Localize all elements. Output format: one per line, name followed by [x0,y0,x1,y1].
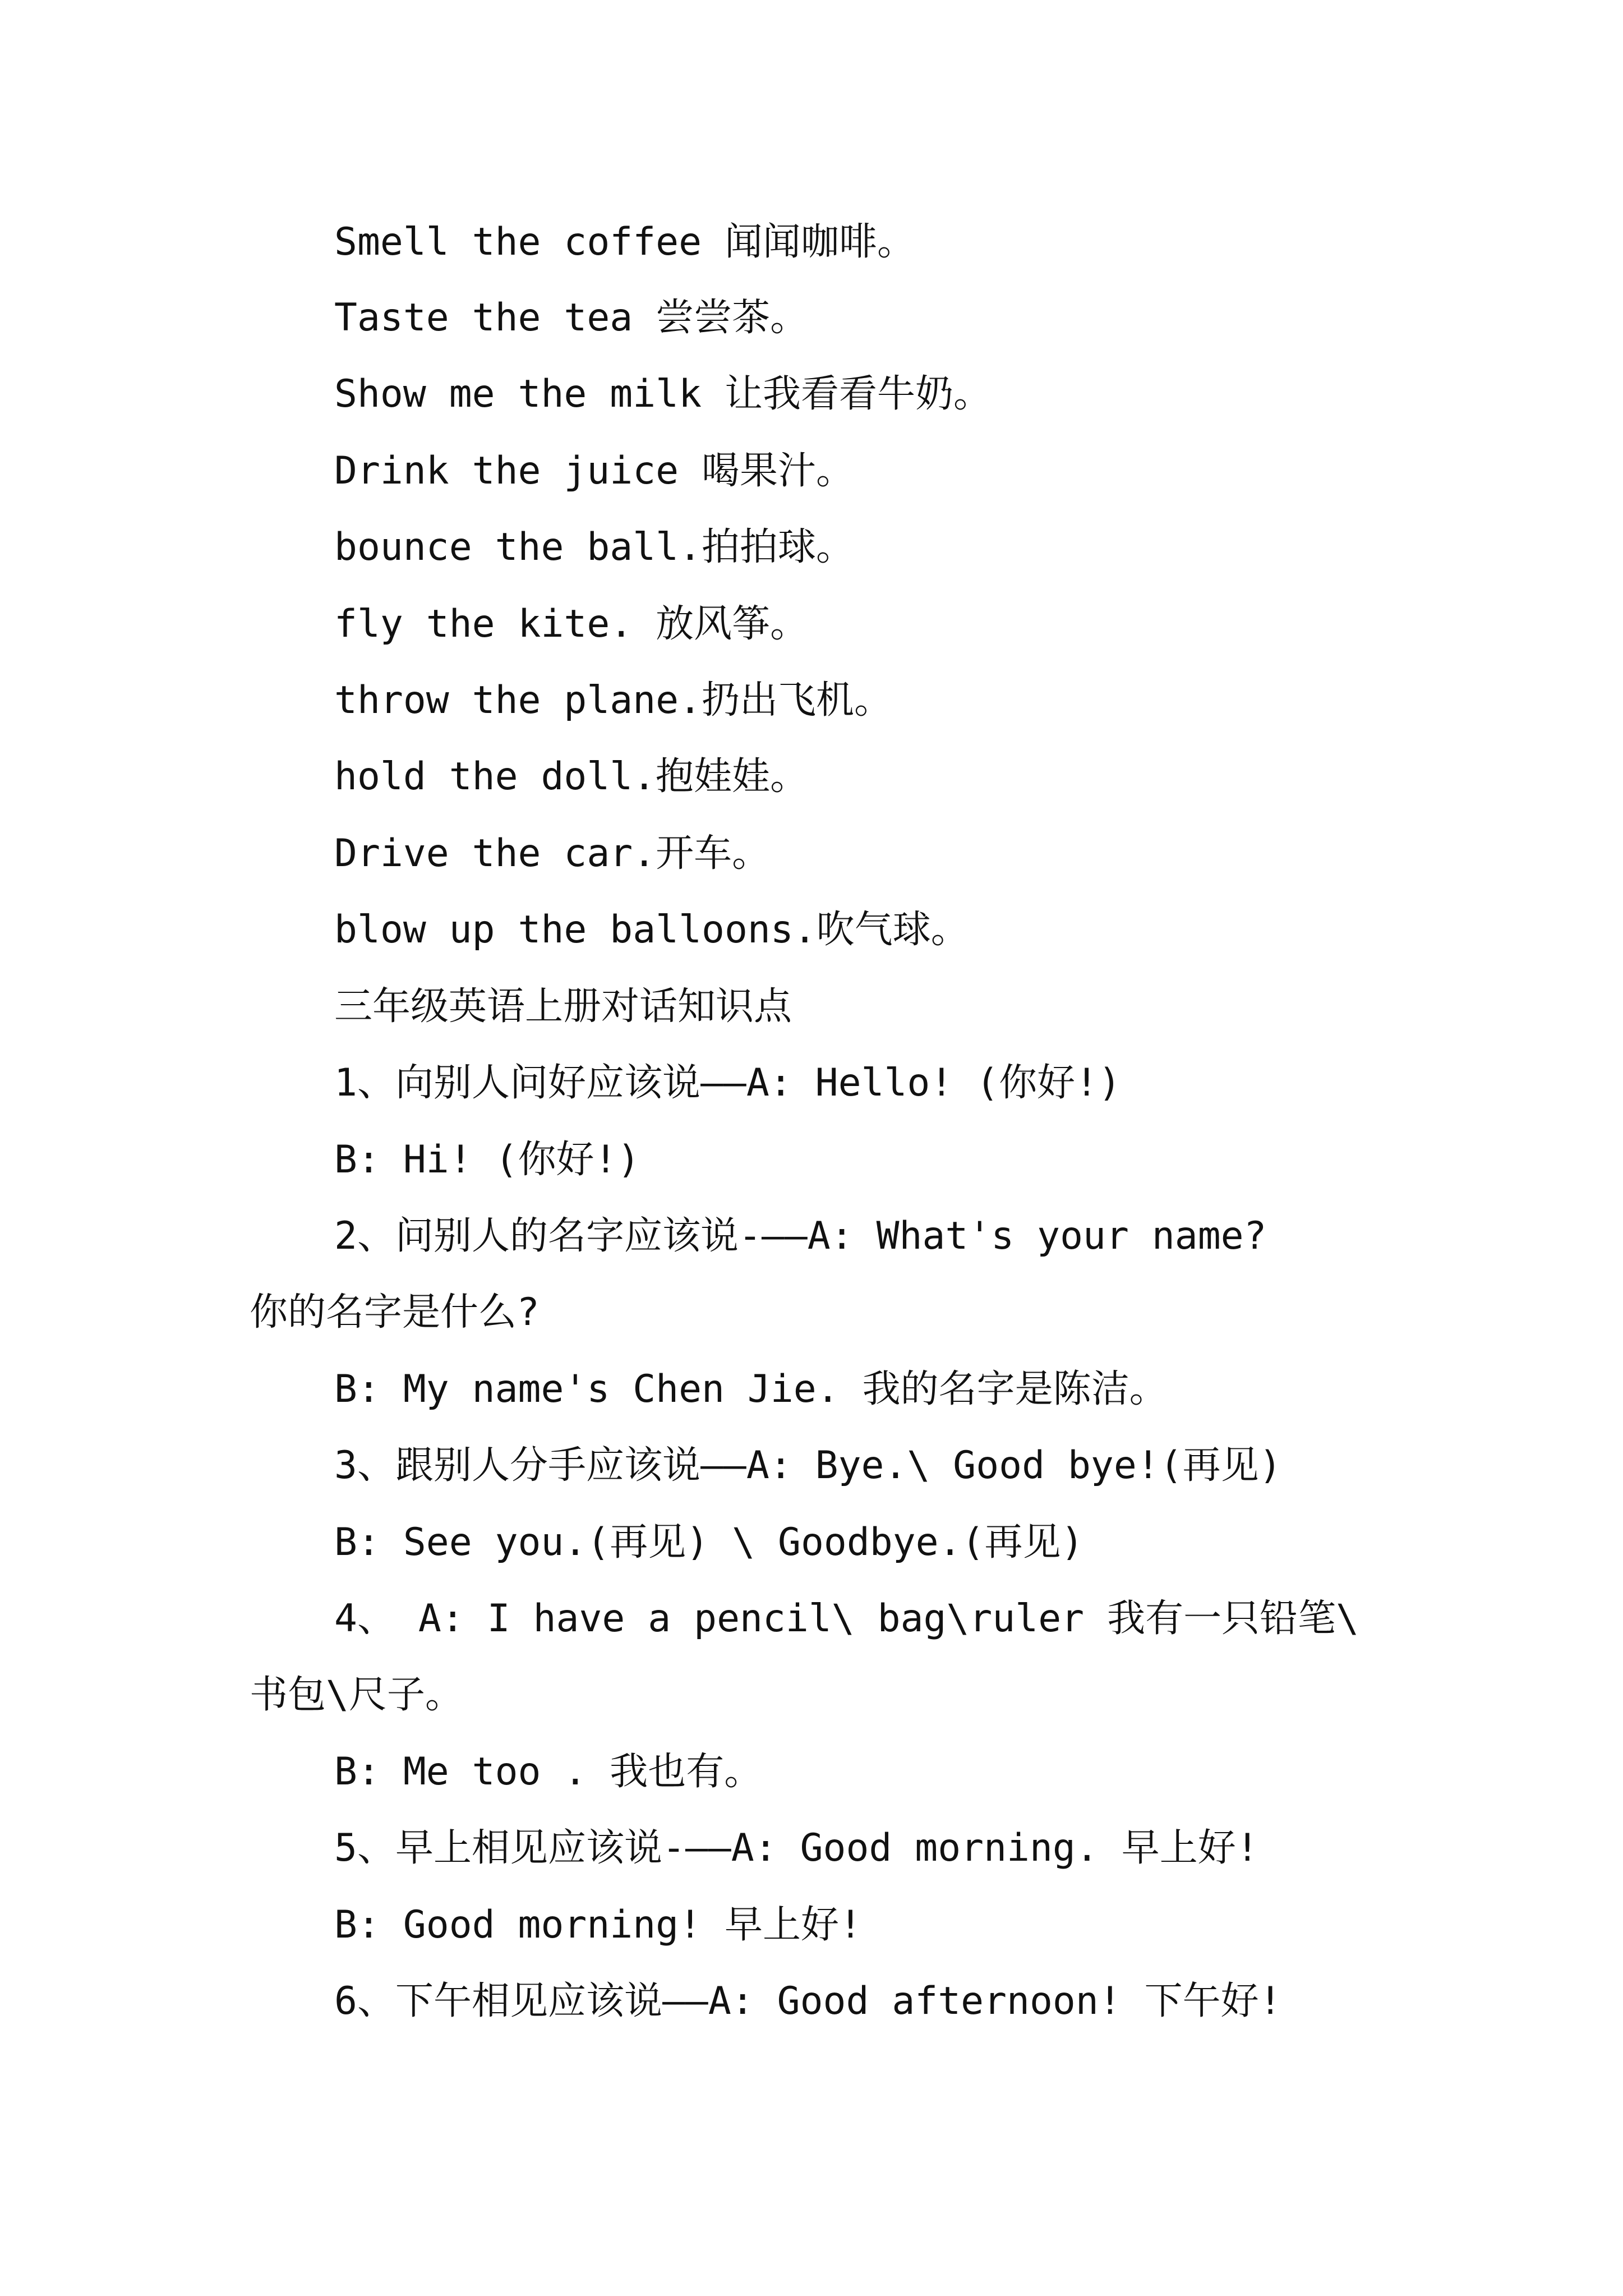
phrase-line-smell-coffee: Smell the coffee 闻闻咖啡。 [334,220,915,264]
dialogue-line-3a: 3、跟别人分手应该说——A: Bye.\ Good bye!(再见) [334,1443,1282,1488]
dialogue-line-4a-cont: 书包\尺子。 [250,1673,463,1717]
phrase-line-taste-tea: Taste the tea 尝尝茶。 [334,296,809,340]
dialogue-line-5a: 5、早上相见应该说-——A: Good morning. 早上好! [334,1826,1259,1870]
dialogue-line-4a: 4、 A: I have a pencil\ bag\ruler 我有一只铅笔\ [334,1596,1359,1641]
phrase-line-drive-car: Drive the car.开车。 [334,831,771,876]
dialogue-line-2b: B: My name's Chen Jie. 我的名字是陈洁。 [334,1367,1168,1411]
dialogue-line-4b: B: Me too . 我也有。 [334,1750,763,1794]
dialogue-line-2a: 2、问别人的名字应该说-——A: What's your name? [334,1214,1267,1258]
dialogue-line-6a: 6、下午相见应该说——A: Good afternoon! 下午好! [334,1979,1282,2023]
dialogue-line-3b: B: See you.(再见) \ Goodbye.(再见) [334,1520,1084,1565]
phrase-line-hold-doll: hold the doll.抱娃娃。 [334,754,809,799]
phrase-line-fly-kite: fly the kite. 放风筝。 [334,602,809,646]
phrase-line-blow-balloons: blow up the balloons.吹气球。 [334,908,969,952]
phrase-line-show-milk: Show me the milk 让我看看牛奶。 [334,372,992,416]
dialogue-line-1b: B: Hi! (你好!) [334,1138,640,1182]
dialogue-line-2a-cont: 你的名字是什么? [250,1290,540,1335]
section-heading: 三年级英语上册对话知识点 [334,984,792,1029]
phrase-line-throw-plane: throw the plane.扔出飞机。 [334,678,893,723]
dialogue-line-5b: B: Good morning! 早上好! [334,1903,862,1947]
phrase-line-drink-juice: Drink the juice 喝果汁。 [334,449,855,493]
dialogue-line-1a: 1、向别人问好应该说——A: Hello! (你好!) [334,1061,1122,1105]
phrase-line-bounce-ball: bounce the ball.拍拍球。 [334,525,855,569]
